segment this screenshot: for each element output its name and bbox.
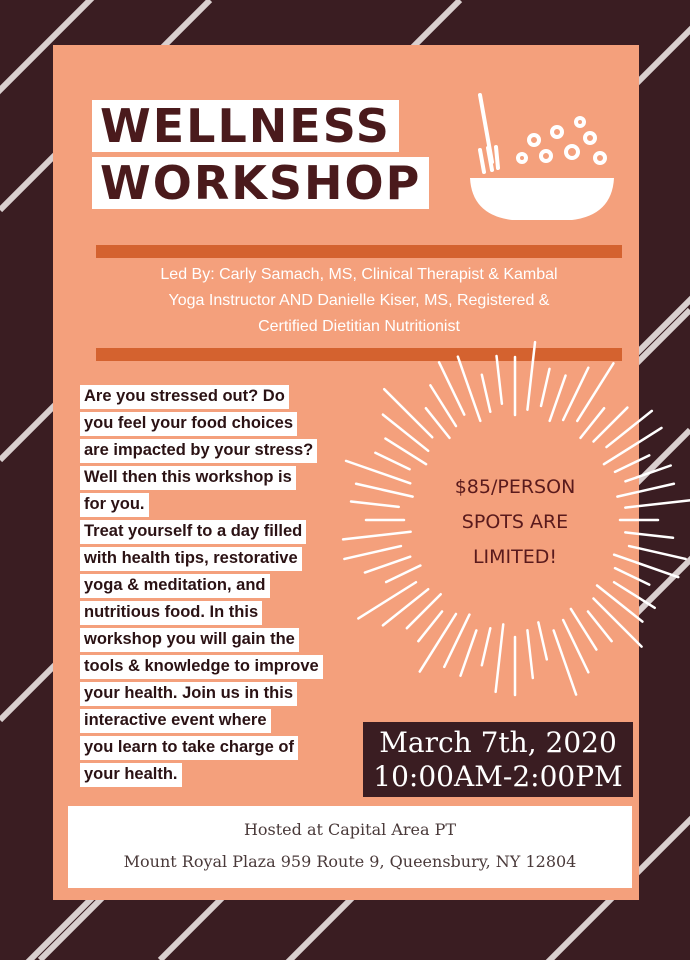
sunburst-ray bbox=[593, 408, 627, 442]
sunburst-ray bbox=[538, 622, 546, 659]
sunburst-ray bbox=[458, 357, 480, 421]
sunburst-ray bbox=[356, 484, 413, 497]
description-line: your health. Join us in this bbox=[80, 682, 297, 706]
food-bowl-icon bbox=[462, 90, 622, 230]
description-line: your health. bbox=[80, 763, 182, 787]
title-line-1: WELLNESS bbox=[92, 100, 399, 152]
description-line: you feel your food choices bbox=[80, 412, 297, 436]
description-line: Treat yourself to a day filled bbox=[80, 520, 306, 544]
sunburst-ray bbox=[606, 411, 651, 447]
sunburst-ray bbox=[383, 415, 428, 451]
sunburst-ray bbox=[615, 568, 649, 584]
sunburst-ray bbox=[497, 356, 502, 404]
sunburst-ray bbox=[629, 546, 686, 559]
description-line: yoga & meditation, and bbox=[80, 574, 270, 598]
sunburst-ray bbox=[615, 455, 649, 471]
sunburst-ray bbox=[541, 369, 549, 406]
price-text bbox=[445, 470, 585, 575]
sunburst-ray bbox=[407, 594, 441, 628]
sunburst-ray bbox=[482, 628, 490, 665]
sunburst-ray bbox=[496, 624, 504, 692]
sunburst-ray bbox=[625, 466, 670, 482]
price-line: $85/PERSON bbox=[454, 476, 576, 498]
sunburst-ray bbox=[617, 484, 674, 497]
description-line: with health tips, restorative bbox=[80, 547, 302, 571]
led-by-line: Yoga Instructor AND Danielle Kiser, MS, Registered & bbox=[168, 292, 550, 309]
description-line: are impacted by your stress? bbox=[80, 439, 317, 463]
sunburst-ray bbox=[343, 532, 411, 540]
sunburst-ray bbox=[588, 611, 612, 641]
description-line: interactive event where bbox=[80, 709, 271, 733]
sunburst-ray bbox=[550, 376, 566, 421]
description-line: for you. bbox=[80, 493, 149, 517]
led-by-text bbox=[96, 262, 622, 340]
sunburst-ray bbox=[597, 585, 642, 621]
sunburst-ray bbox=[577, 363, 613, 421]
led-by-line: Certified Dietitian Nutritionist bbox=[258, 318, 460, 335]
description-line: workshop you will gain the bbox=[80, 628, 299, 652]
sunburst-ray bbox=[527, 342, 535, 410]
sunburst-ray bbox=[384, 389, 432, 437]
limited-line: LIMITED! bbox=[472, 546, 558, 568]
sunburst-ray bbox=[351, 502, 399, 507]
sunburst-ray bbox=[593, 598, 641, 646]
event-date-box bbox=[363, 722, 633, 797]
sunburst-ray bbox=[563, 620, 588, 672]
sunburst-ray bbox=[344, 546, 401, 559]
sunburst-ray bbox=[365, 557, 410, 573]
sunburst-ray bbox=[604, 428, 662, 464]
description-line: tools & knowledge to improve bbox=[80, 655, 323, 679]
sunburst-ray bbox=[461, 630, 477, 675]
description-line: Are you stressed out? Do bbox=[80, 385, 289, 409]
sunburst-ray bbox=[482, 375, 490, 412]
sunburst-ray bbox=[625, 500, 690, 508]
sunburst-ray bbox=[420, 614, 456, 672]
sunburst-ray bbox=[386, 566, 420, 582]
title-line-2: WORKSHOP bbox=[92, 157, 429, 209]
spots-line: SPOTS ARE bbox=[461, 511, 569, 533]
sunburst-ray bbox=[418, 611, 442, 641]
event-date: March 7th, 2020 bbox=[379, 726, 617, 759]
description-line: you learn to take charge of bbox=[80, 736, 298, 760]
led-by-line: Led By: Carly Samach, MS, Clinical Therapist & Kambal bbox=[160, 266, 558, 283]
host-address: Mount Royal Plaza 959 Route 9, Queensbury, NY 12804 bbox=[123, 852, 577, 871]
sunburst-ray bbox=[375, 453, 409, 469]
divider-band-top bbox=[96, 245, 622, 258]
sunburst-ray bbox=[625, 532, 673, 537]
description-line: nutritious food. In this bbox=[80, 601, 262, 625]
sunburst-ray bbox=[358, 582, 416, 618]
description-line: Well then this workshop is bbox=[80, 466, 296, 490]
host-info-box bbox=[68, 806, 632, 888]
sunburst-ray bbox=[527, 630, 532, 678]
sunburst-ray bbox=[563, 368, 588, 420]
host-venue: Hosted at Capital Area PT bbox=[243, 820, 457, 839]
event-time: 10:00AM-2:00PM bbox=[373, 760, 623, 793]
sunburst-ray bbox=[383, 589, 428, 625]
sunburst-ray bbox=[614, 555, 678, 577]
